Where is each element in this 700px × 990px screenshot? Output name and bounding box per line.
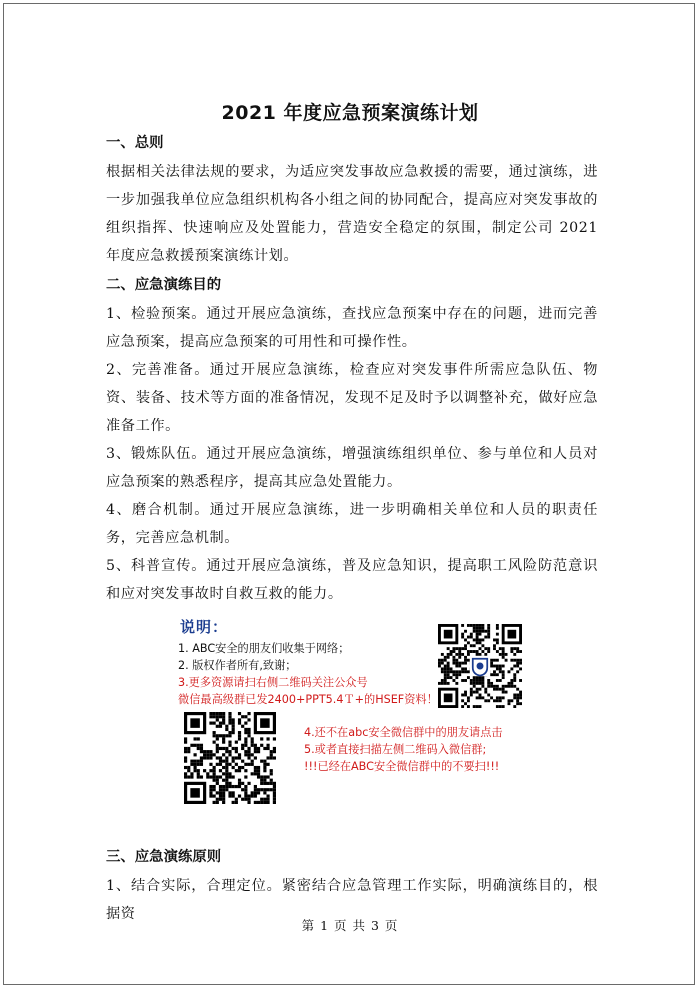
document-body (106, 132, 598, 608)
notice-line: 1. ABC安全的朋友们收集于网络； (178, 642, 350, 655)
paragraph: 1、检验预案。通过开展应急演练，查找应急预案中存在的问题，进而完善应急预案，提高应急预案的可用性和可操作性。 (106, 306, 598, 350)
qr-code-icon (184, 712, 276, 804)
section-heading: 一、总则 (106, 135, 164, 151)
paragraph: 5、科普宣传。通过开展应急演练，普及应急知识，提高职工风险防范意识和应对突发事故时自救互救的能力。 (106, 558, 598, 602)
paragraph: 4、磨合机制。通过开展应急演练，进一步明确相关单位和人员的职责任务，完善应急机制。 (106, 502, 598, 546)
notice-title: 说明： (180, 618, 229, 636)
notice-box (170, 614, 540, 814)
section-heading: 三、应急演练原则 (106, 849, 222, 865)
qr-code-official-account[interactable] (438, 624, 522, 708)
notice-line: !!!已经在ABC安全微信群中的不要扫!!! (304, 760, 500, 773)
paragraph: 3、锻炼队伍。通过开展应急演练，增强演练组织单位、参与单位和人员对应急预案的熟悉程序，提高其应急处置能力。 (106, 446, 598, 490)
section-heading: 二、应急演练目的 (106, 277, 222, 293)
notice-line: 4.还不在abc安全微信群中的朋友请点击 (304, 726, 503, 739)
notice-line: 微信最高级群已发2400+PPT5.4Ｔ+的HSEF资料！ (178, 693, 438, 706)
paragraph: 2、完善准备。通过开展应急演练，检查应对突发事件所需应急队伍、物资、装备、技术等方面的准备情况，发现不足及时予以调整补充，做好应急准备工作。 (106, 362, 598, 434)
notice-line: 3.更多资源请扫右侧二维码关注公众号 (178, 676, 368, 689)
document-title: 2021 年度应急预案演练计划 (221, 102, 479, 124)
notice-line: 2. 版权作者所有,致谢； (178, 659, 297, 672)
paragraph: 根据相关法律法规的要求，为适应突发事故应急救援的需要，通过演练，进一步加强我单位应急组织机构各小组之间的协同配合，提高应对突发事故的组织指挥、快速响应及处置能力，营造安全稳定的氛围，制定公司 2021 年度应急救援预案演练计划。 (106, 164, 598, 264)
paragraph: 1、结合实际，合理定位。紧密结合应急管理工作实际，明确演练目的，根据资 (106, 878, 598, 922)
qr-code-icon (438, 624, 522, 708)
page-footer: 第 1 页 共 3 页 (301, 918, 399, 933)
notice-line: 5.或者直接扫描左侧二维码入微信群; (304, 743, 487, 756)
qr-code-wechat-group[interactable] (184, 712, 276, 804)
